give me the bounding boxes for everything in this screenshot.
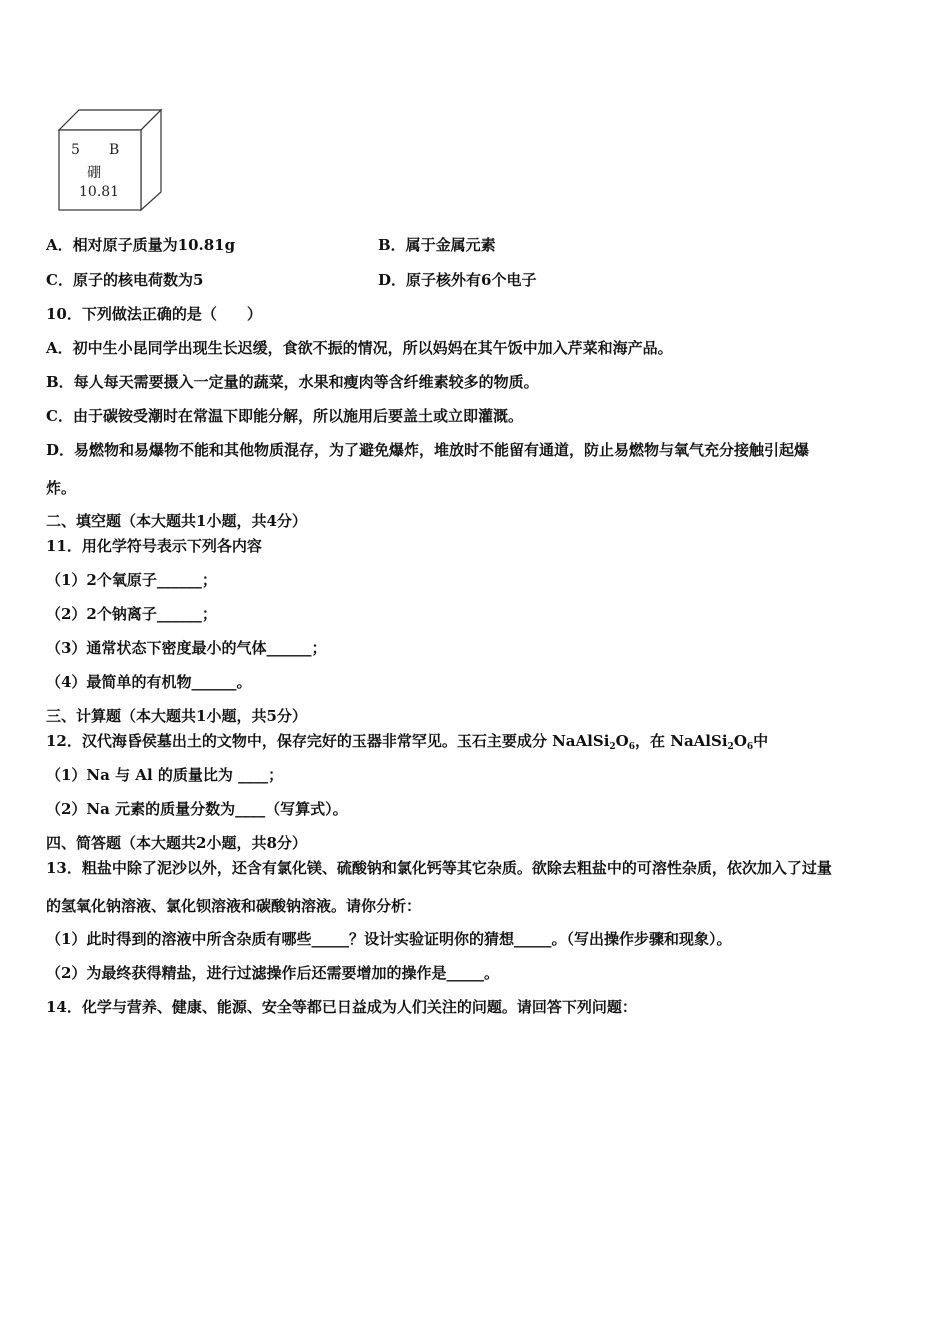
- element-card-boron: [55, 108, 165, 212]
- q12-stem: [46, 731, 768, 754]
- element-name: 硼: [87, 165, 101, 181]
- element-symbol: B: [109, 142, 120, 158]
- q12-stem-part-c: 中: [753, 732, 769, 750]
- q9-option-c: C．原子的核电荷数为5: [46, 271, 204, 289]
- q12-stem-part-a: 12．汉代海昏侯墓出土的文物中，保存完好的玉器非常罕见。玉石主要成分 NaAlSi: [46, 732, 610, 750]
- q10-option-b: B．每人每天需要摄入一定量的蔬菜，水果和瘦肉等含纤维素较多的物质。: [46, 373, 539, 391]
- q13-stem-line2: 的氢氧化钠溶液、氯化钡溶液和碳酸钠溶液。请你分析：: [46, 897, 422, 915]
- q9-option-b: B．属于金属元素: [378, 236, 496, 254]
- q10-stem: 10．下列做法正确的是（ ）: [46, 305, 262, 323]
- section3-heading: 三、计算题（本大题共1小题，共5分）: [46, 707, 307, 725]
- q9-option-d: D．原子核外有6个电子: [378, 271, 537, 289]
- section2-heading: 二、填空题（本大题共1小题，共4分）: [46, 512, 307, 530]
- q11-item-1: （1）2个氧原子______；: [46, 571, 217, 589]
- q14-stem: 14．化学与营养、健康、能源、安全等都已日益成为人们关注的问题。请回答下列问题：: [46, 998, 637, 1016]
- q12-oxygen-b: O: [733, 732, 747, 750]
- q11-stem: 11．用化学符号表示下列各内容: [46, 537, 262, 555]
- q13-item-2: （2）为最终获得精盐，进行过滤操作后还需要增加的操作是_____。: [46, 964, 499, 982]
- q13-stem-line1: 13．粗盐中除了泥沙以外，还含有氯化镁、硫酸钠和氯化钙等其它杂质。欲除去粗盐中的可溶性杂质，依次加入了过量: [46, 859, 832, 877]
- q12-subscript-6: 6: [628, 742, 636, 752]
- q12-item-2: （2）Na 元素的质量分数为____（写算式）。: [46, 800, 348, 818]
- atomic-number: 5: [71, 142, 80, 158]
- q11-item-3: （3）通常状态下密度最小的气体______；: [46, 639, 327, 657]
- q12-stem-part-b: ，在 NaAlSi: [635, 732, 728, 750]
- q13-item-1: （1）此时得到的溶液中所含杂质有哪些_____？设计实验证明你的猜想_____。（写出操作步骤和现象）。: [46, 930, 732, 948]
- q9-option-a: A．相对原子质量为10.81g: [46, 236, 236, 254]
- section4-heading: 四、简答题（本大题共2小题，共8分）: [46, 834, 307, 852]
- q10-option-d-line1: D．易燃物和易爆物不能和其他物质混存，为了避免爆炸，堆放时不能留有通道，防止易燃物与氧气充分接触引起爆: [46, 441, 810, 459]
- q12-subscript-2b: 2: [727, 742, 734, 752]
- q11-item-2: （2）2个钠离子______；: [46, 605, 217, 623]
- q12-subscript-6b: 6: [746, 742, 754, 752]
- q10-option-c: C．由于碳铵受潮时在常温下即能分解，所以施用后要盖土或立即灌溉。: [46, 407, 523, 425]
- q10-option-a: A．初中生小昆同学出现生长迟缓，食欲不振的情况，所以妈妈在其午饭中加入芹菜和海产品。: [46, 339, 673, 357]
- q12-oxygen: O: [615, 732, 629, 750]
- q12-subscript-2: 2: [609, 742, 616, 752]
- q12-item-1: （1）Na 与 Al 的质量比为 ____；: [46, 766, 284, 784]
- atomic-mass: 10.81: [79, 184, 120, 200]
- q11-item-4: （4）最简单的有机物______。: [46, 673, 252, 691]
- q10-option-d-line2: 炸。: [46, 479, 77, 497]
